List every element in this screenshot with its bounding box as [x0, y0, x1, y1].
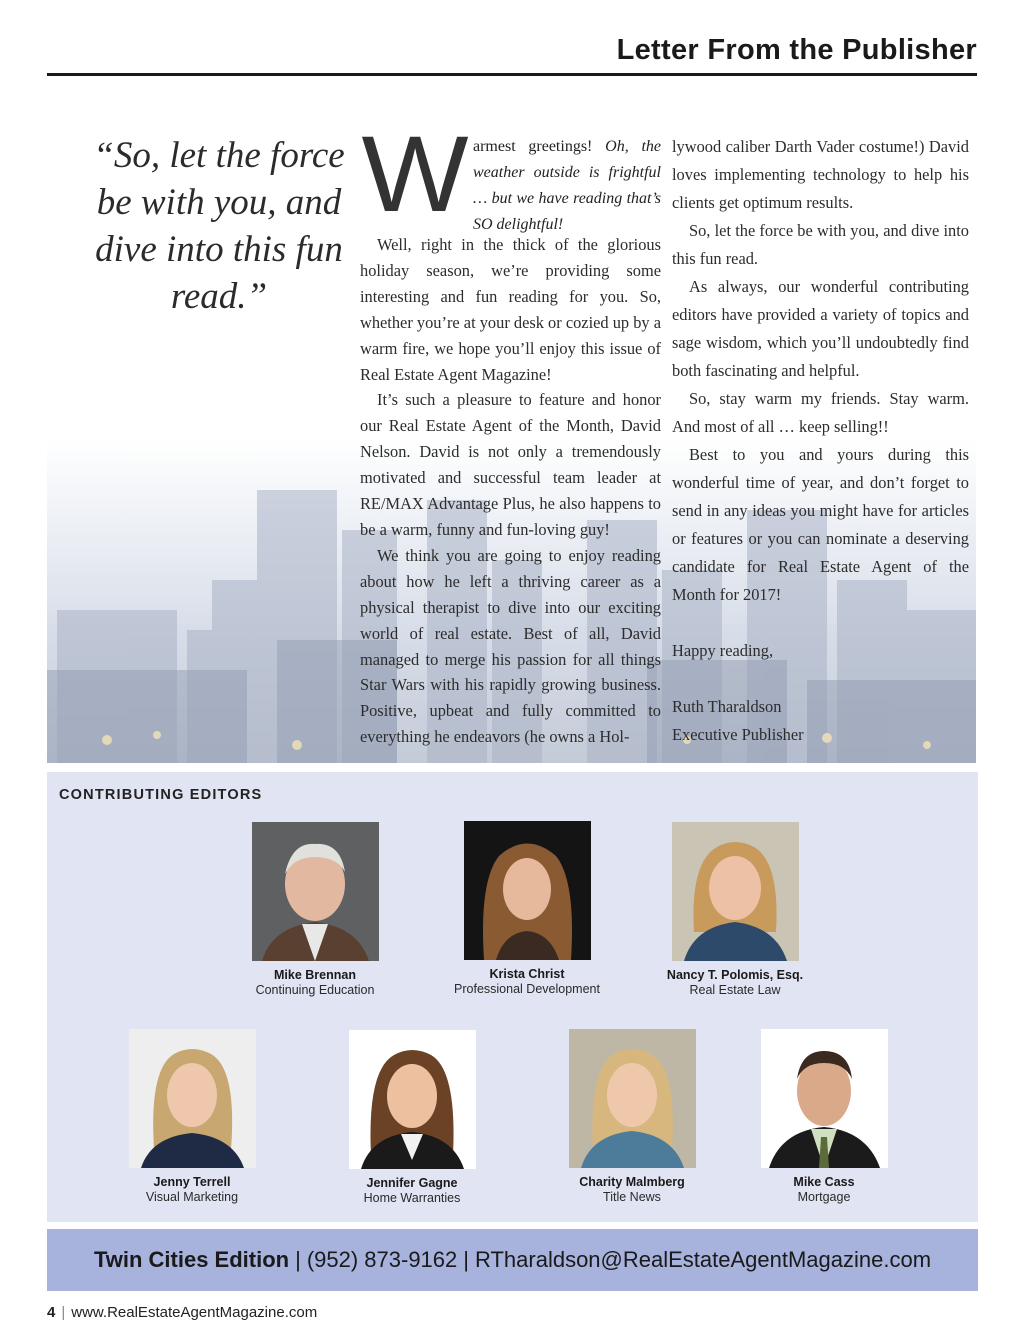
- editor-name: Mike Brennan: [274, 968, 356, 982]
- header-rule: [47, 73, 977, 76]
- editor-role: Visual Marketing: [145, 1190, 239, 1204]
- editor-photo: [569, 1029, 696, 1168]
- editor-role: Home Warranties: [363, 1191, 461, 1205]
- editor-name: Jennifer Gagne: [366, 1176, 458, 1190]
- letter-paragraph: So, let the force be with you, and dive into this fun read.: [672, 221, 969, 268]
- editor-role: Mortgage: [797, 1190, 851, 1204]
- contributing-editors-panel: [47, 772, 978, 1222]
- editor-role: Professional Development: [454, 982, 600, 996]
- letter-paragraph: lywood caliber Darth Vader costume!) David loves implementing technology to help his clients get optimum results.: [672, 137, 969, 212]
- editor-role: Continuing Education: [255, 983, 375, 997]
- letter-paragraph: Best to you and yours during this wonderful time of year, and don’t forget to send in any ideas you might have for articles or features or you can nominate a deserving candidate for Real Estate Agent of the Month for 2017!: [672, 445, 969, 604]
- editor-name: Jenny Terrell: [153, 1175, 231, 1189]
- editor-name: Nancy T. Polomis, Esq.: [666, 968, 804, 982]
- editor-photo: [349, 1030, 476, 1169]
- letter-paragraph: It’s such a pleasure to feature and honor our Real Estate Agent of the Month, David Nelson. David is not only a tremendously motivated and successful team leader at RE/MAX Advantage Plus, he also happens to be a warm, funny and fun-loving guy!: [360, 390, 661, 539]
- edition-contact-bar: [47, 1229, 978, 1291]
- editor-card: [749, 1029, 899, 1204]
- editor-card: [117, 1029, 267, 1204]
- editor-photo: [129, 1029, 256, 1168]
- editor-card: [552, 1029, 712, 1204]
- letter-paragraph: So, stay warm my friends. Stay warm. And most of all … keep selling!!: [672, 389, 969, 436]
- editor-name: Krista Christ: [489, 967, 565, 981]
- letter-column-1: [360, 232, 661, 750]
- opening-italic: Oh, the weather outside is frightful … but we have reading that’s SO delightful!: [473, 138, 661, 233]
- page-number: 4: [47, 1304, 56, 1321]
- signature-name: Ruth Tharaldson: [672, 697, 782, 716]
- separator: |: [295, 1247, 301, 1272]
- letter-paragraph: We think you are going to enjoy reading about how he left a thriving career as a physical therapist to dive into our exciting world of real estate. Best of all, David managed to merge his passion for all things Star Wars with his rapidly growing business. Positive, upbeat and fully committed to everything he endeavors (he owns a Hol-: [360, 545, 661, 747]
- editor-card: [655, 822, 815, 997]
- opening-greeting: armest greetings!: [473, 138, 606, 155]
- editor-name: Mike Cass: [793, 1175, 855, 1189]
- editor-card: [447, 821, 607, 996]
- editor-photo: [252, 822, 379, 961]
- editors-heading: CONTRIBUTING EDITORS: [59, 787, 263, 803]
- edition-name: Twin Cities Edition: [93, 1247, 290, 1272]
- page-title: Letter From the Publisher: [616, 34, 977, 66]
- editor-card: [337, 1030, 487, 1205]
- editor-role: Title News: [603, 1190, 661, 1204]
- editor-name: Charity Malmberg: [579, 1175, 685, 1189]
- letter-column-2: [672, 133, 969, 749]
- letter-opening: [360, 113, 661, 234]
- opening-text: [473, 134, 661, 238]
- signature-title: Executive Publisher: [672, 725, 804, 744]
- drop-cap: W: [361, 113, 469, 234]
- editor-photo: [464, 821, 591, 960]
- page-footer: [47, 1304, 317, 1321]
- pull-quote: “So, let the force be with you, and dive into this fun read.”: [93, 135, 345, 317]
- footer-divider: |: [61, 1304, 66, 1321]
- editor-photo: [672, 822, 799, 961]
- letter-closing: Happy reading,: [672, 641, 774, 660]
- edition-email[interactable]: RTharaldson@RealEstateAgentMagazine.com: [474, 1247, 932, 1272]
- editor-role: Real Estate Law: [689, 983, 781, 997]
- editor-card: [240, 822, 390, 997]
- separator: |: [463, 1247, 469, 1272]
- letter-paragraph: Well, right in the thick of the glorious holiday season, we’re providing some interesting and fun reading for you. So, whether you’re at your desk or cozied up by a warm fire, we hope you’ll enjoy this issue of Real Estate Agent Magazine!: [360, 235, 661, 384]
- footer-website[interactable]: www.RealEstateAgentMagazine.com: [71, 1304, 318, 1321]
- edition-phone[interactable]: (952) 873-9162: [306, 1247, 458, 1272]
- editor-photo: [761, 1029, 888, 1168]
- letter-paragraph: As always, our wonderful contributing editors have provided a variety of topics and sage wisdom, which you’ll undoubtedly find both fascinating and helpful.: [672, 277, 969, 380]
